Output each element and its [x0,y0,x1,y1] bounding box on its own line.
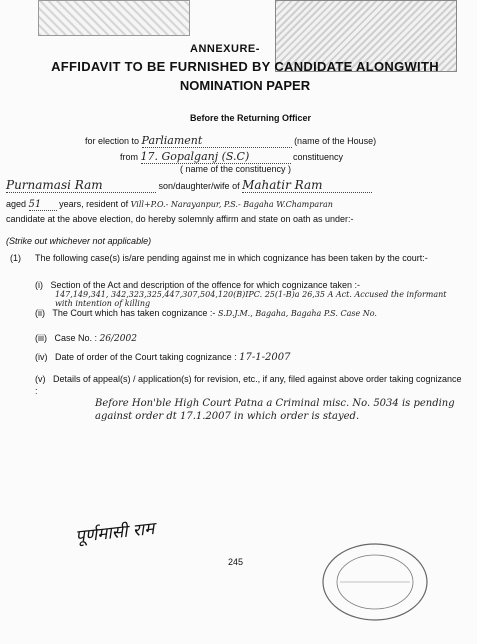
court-fee-stamp-left [38,0,190,36]
strike-note: (Strike out whichever not applicable) [6,236,152,246]
document-subtitle: NOMINATION PAPER [179,78,311,93]
subitem-label: Date of order of the Court taking cognizance : [55,352,237,362]
subitem-3 [35,333,465,344]
election-value: Parliament [142,134,292,148]
signature: पूर्णमासी राम [74,518,156,548]
election-label: for election to [85,136,140,146]
deponent-name: Purnamasi Ram [6,178,156,193]
subitem-value: 147,149,341, 342,323,325,447,307,504,120(B)IPC. 25(1-B)a 26,35 A Act. Accused the informant with intention of killing [55,290,447,308]
subitem-number: (iv) [35,352,48,362]
constituency-line [120,150,343,164]
subitem-number: (iii) [35,333,47,343]
residence-line [6,199,471,211]
constituency-value: 17. Gopalganj (S.C) [141,150,291,164]
constituency-caption: ( name of the constituency ) [180,164,292,174]
subitem-value: Before Hon'ble High Court Patna a Criminal misc. No. 5034 is pending against order dt 17.1.2007 in which order is stayed. [95,398,455,422]
subitem-1 [35,280,465,308]
house-label: (name of the House) [294,136,377,146]
aged-label: aged [6,199,27,209]
constituency-label: constituency [293,152,344,162]
relation-label: son/daughter/wife of [158,181,240,191]
age-value: 51 [29,199,57,211]
subitem-5 [35,373,465,423]
item-number: (1) [10,253,21,263]
subitem-label: The Court which has taken cognizance :- [52,308,216,318]
subitem-label: Case No. : [54,333,98,343]
from-label: from [120,152,138,162]
election-line [85,134,376,148]
annexure-label: ANNEXURE- [190,43,260,55]
resident-label: years, resident of [59,199,129,209]
item-text: The following case(s) is/are pending against me in which cognizance has been taken by the court:- [35,253,428,263]
document-title: AFFIDAVIT TO BE FURNISHED BY CANDIDATE ALONGWITH [51,59,439,74]
subitem-2 [35,308,465,318]
returning-officer-heading: Before the Returning Officer [190,113,312,123]
subitem-4 [35,352,465,363]
subitem-label: Section of the Act and description of the offence for which cognizance taken :- [50,280,361,290]
subitem-value: S.D.J.M., Bagaha, Bagaha P.S. Case No. [217,309,377,318]
subitem-value: 26/2002 [99,334,137,344]
round-seal-stamp [315,540,435,625]
subitem-label: Details of appeal(s) / application(s) for revision, etc., if any, filed against above order taking cognizance : [35,374,462,396]
subitem-number: (ii) [35,308,45,318]
page-number: 245 [228,557,244,567]
subitem-value: 17-1-2007 [239,352,291,363]
subitem-number: (i) [35,280,43,290]
deponent-line [6,178,471,193]
address-value: Vill+P.O.- Narayanpur, P.S.- Bagaha W.Champaran [130,200,333,209]
father-name: Mahatir Ram [242,178,372,193]
subitem-number: (v) [35,374,46,384]
oath-line: candidate at the above election, do hereby solemnly affirm and state on oath as under:- [6,214,354,224]
